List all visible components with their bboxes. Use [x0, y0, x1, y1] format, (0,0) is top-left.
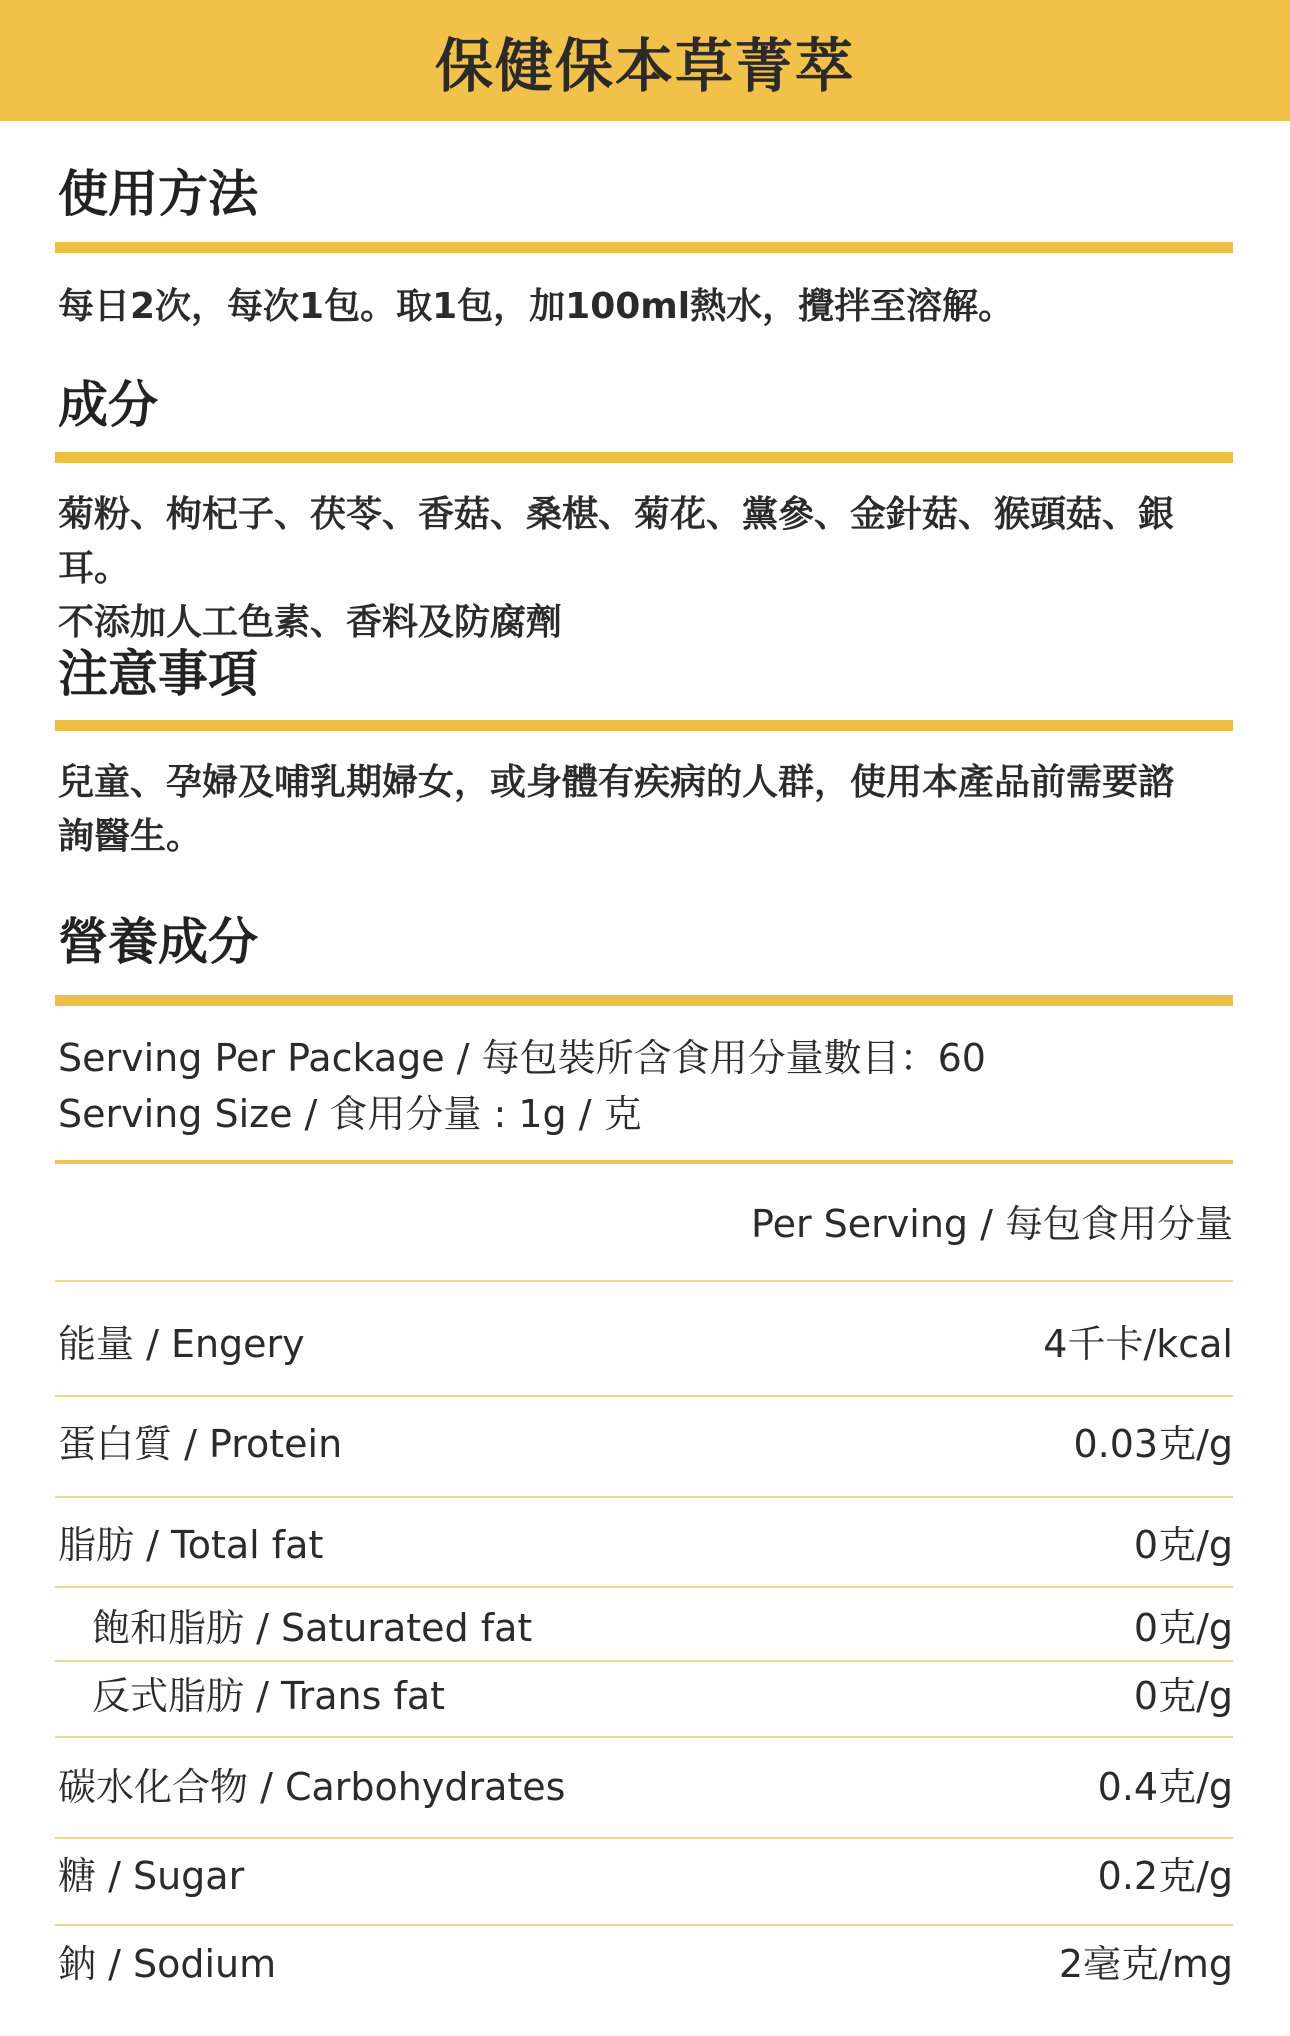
- ingredients-text: [58, 488, 1233, 650]
- table-rule: [55, 1837, 1233, 1839]
- usage-text: [58, 280, 1233, 334]
- ingredients-divider: [55, 452, 1233, 463]
- table-rule: [55, 1924, 1233, 1926]
- title-banner: [0, 0, 1290, 121]
- precautions-line: 兒童、孕婦及哺乳期婦女，或身體有疾病的人群，使用本產品前需要諮: [58, 762, 1175, 803]
- ingredients-line: 不添加人工色素、香料及防腐劑: [58, 602, 563, 643]
- per-serving-header: Per Serving / 每包食用分量: [751, 1202, 1233, 1246]
- serving-info: [58, 1030, 986, 1142]
- nutrient-label-protein: 蛋白質 / Protein: [58, 1422, 343, 1466]
- nutrient-value-carbohydrates: 0.4克/g: [1097, 1765, 1233, 1809]
- serving-per-package: Serving Per Package / 每包裝所含食用分量數目：60: [58, 1036, 986, 1080]
- nutrient-label-saturated-fat: 飽和脂肪 / Saturated fat: [92, 1606, 533, 1650]
- nutrient-value-protein: 0.03克/g: [1073, 1422, 1233, 1466]
- serving-divider: [55, 1160, 1233, 1164]
- usage-line: 每日2次，每次1包。取1包，加100ml熱水，攪拌至溶解。: [58, 286, 1015, 327]
- nutrient-label-total-fat: 脂肪 / Total fat: [58, 1523, 324, 1567]
- precautions-line: 詢醫生。: [58, 816, 203, 857]
- nutrient-label-sugar: 糖 / Sugar: [58, 1854, 245, 1898]
- ingredients-heading: 成分: [58, 376, 158, 434]
- precautions-divider: [55, 720, 1233, 731]
- nutrient-value-sugar: 0.2克/g: [1097, 1854, 1233, 1898]
- nutrient-label-energy: 能量 / Engery: [58, 1322, 305, 1366]
- nutrient-label-carbohydrates: 碳水化合物 / Carbohydrates: [58, 1765, 566, 1809]
- nutrition-heading: 營養成分: [58, 913, 258, 971]
- nutrient-value-saturated-fat: 0克/g: [1133, 1606, 1233, 1650]
- precautions-text: [58, 756, 1233, 864]
- nutrition-divider: [55, 995, 1233, 1006]
- nutrient-value-total-fat: 0克/g: [1133, 1523, 1233, 1567]
- precautions-heading: 注意事項: [58, 645, 258, 703]
- table-rule: [55, 1496, 1233, 1498]
- page-title: 保健保本草菁萃: [434, 31, 855, 100]
- nutrient-value-trans-fat: 0克/g: [1133, 1674, 1233, 1718]
- serving-size: Serving Size / 食用分量 : 1g / 克: [58, 1092, 642, 1136]
- table-rule: [55, 1736, 1233, 1738]
- table-rule: [55, 1586, 1233, 1588]
- usage-divider: [55, 242, 1233, 253]
- nutrient-value-sodium: 2毫克/mg: [1058, 1942, 1233, 1986]
- usage-heading: 使用方法: [58, 165, 258, 223]
- table-rule: [55, 1660, 1233, 1662]
- table-rule: [55, 1280, 1233, 1282]
- nutrient-label-sodium: 鈉 / Sodium: [58, 1942, 277, 1986]
- nutrient-label-trans-fat: 反式脂肪 / Trans fat: [92, 1674, 446, 1718]
- nutrient-value-energy: 4千卡/kcal: [1043, 1322, 1233, 1366]
- table-rule: [55, 1395, 1233, 1397]
- ingredients-line: 菊粉、枸杞子、茯苓、香菇、桑椹、菊花、黨參、金針菇、猴頭菇、銀耳。: [58, 494, 1175, 589]
